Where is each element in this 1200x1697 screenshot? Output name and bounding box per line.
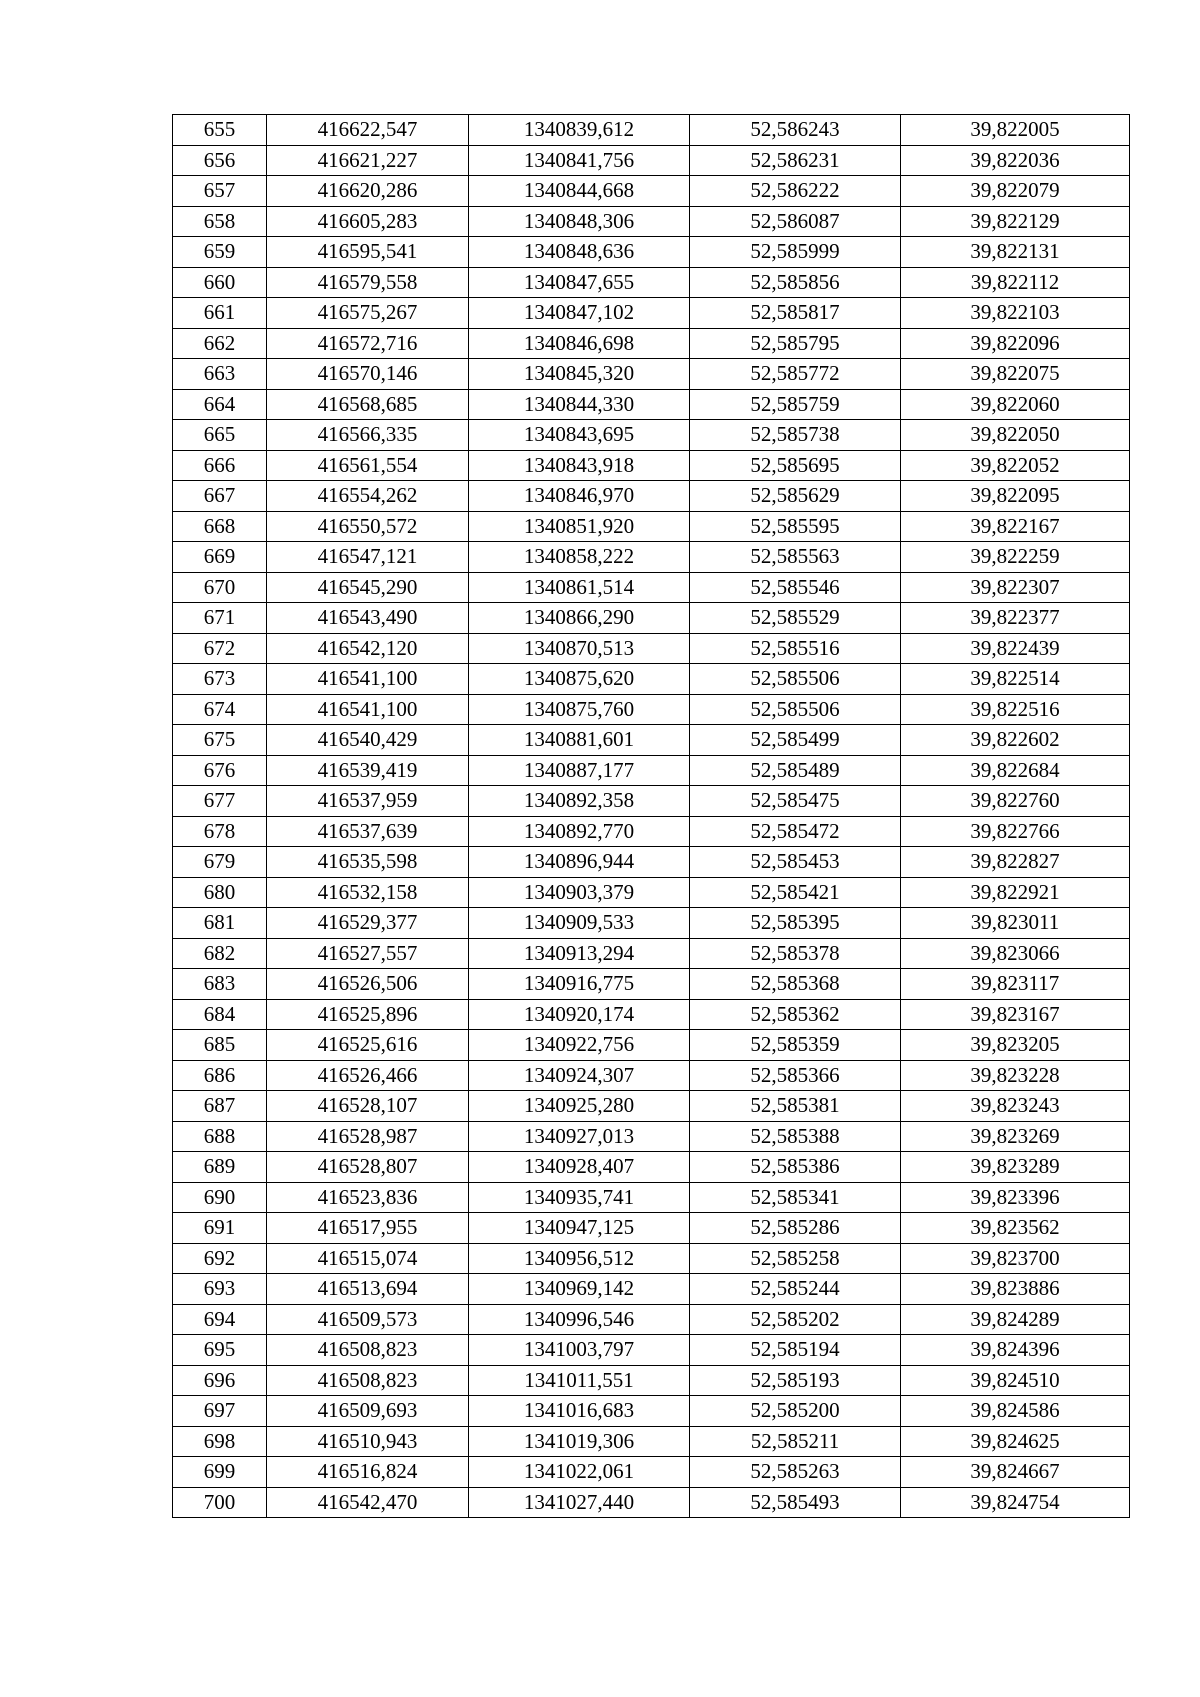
point-number-cell: 676 (173, 755, 267, 786)
y-coordinate-cell: 1340924,307 (469, 1060, 690, 1091)
y-coordinate-cell: 1340928,407 (469, 1152, 690, 1183)
y-coordinate-cell: 1341003,797 (469, 1335, 690, 1366)
table-row (173, 1121, 1130, 1152)
point-number-cell: 664 (173, 389, 267, 420)
y-coordinate-cell: 1340845,320 (469, 359, 690, 390)
table-row (173, 237, 1130, 268)
latitude-cell: 52,585472 (690, 816, 901, 847)
point-number-cell: 682 (173, 938, 267, 969)
longitude-cell: 39,822684 (901, 755, 1130, 786)
x-coordinate-cell: 416525,616 (267, 1030, 469, 1061)
longitude-cell: 39,824667 (901, 1457, 1130, 1488)
latitude-cell: 52,585529 (690, 603, 901, 634)
coordinates-table (172, 114, 1130, 1518)
table-row (173, 542, 1130, 573)
y-coordinate-cell: 1340913,294 (469, 938, 690, 969)
longitude-cell: 39,822060 (901, 389, 1130, 420)
y-coordinate-cell: 1340956,512 (469, 1243, 690, 1274)
longitude-cell: 39,823011 (901, 908, 1130, 939)
longitude-cell: 39,822602 (901, 725, 1130, 756)
x-coordinate-cell: 416528,107 (267, 1091, 469, 1122)
x-coordinate-cell: 416509,693 (267, 1396, 469, 1427)
x-coordinate-cell: 416543,490 (267, 603, 469, 634)
latitude-cell: 52,585595 (690, 511, 901, 542)
table-row (173, 938, 1130, 969)
latitude-cell: 52,585200 (690, 1396, 901, 1427)
longitude-cell: 39,822827 (901, 847, 1130, 878)
latitude-cell: 52,585421 (690, 877, 901, 908)
x-coordinate-cell: 416529,377 (267, 908, 469, 939)
x-coordinate-cell: 416515,074 (267, 1243, 469, 1274)
x-coordinate-cell: 416541,100 (267, 664, 469, 695)
x-coordinate-cell: 416545,290 (267, 572, 469, 603)
longitude-cell: 39,824289 (901, 1304, 1130, 1335)
y-coordinate-cell: 1340903,379 (469, 877, 690, 908)
y-coordinate-cell: 1340909,533 (469, 908, 690, 939)
y-coordinate-cell: 1340969,142 (469, 1274, 690, 1305)
longitude-cell: 39,822079 (901, 176, 1130, 207)
x-coordinate-cell: 416572,716 (267, 328, 469, 359)
longitude-cell: 39,823066 (901, 938, 1130, 969)
y-coordinate-cell: 1340922,756 (469, 1030, 690, 1061)
table-row (173, 664, 1130, 695)
table-row (173, 1304, 1130, 1335)
latitude-cell: 52,585368 (690, 969, 901, 1000)
x-coordinate-cell: 416537,639 (267, 816, 469, 847)
x-coordinate-cell: 416566,335 (267, 420, 469, 451)
point-number-cell: 688 (173, 1121, 267, 1152)
y-coordinate-cell: 1340841,756 (469, 145, 690, 176)
longitude-cell: 39,823269 (901, 1121, 1130, 1152)
longitude-cell: 39,822377 (901, 603, 1130, 634)
longitude-cell: 39,823167 (901, 999, 1130, 1030)
x-coordinate-cell: 416547,121 (267, 542, 469, 573)
x-coordinate-cell: 416509,573 (267, 1304, 469, 1335)
latitude-cell: 52,585202 (690, 1304, 901, 1335)
longitude-cell: 39,822052 (901, 450, 1130, 481)
table-row (173, 877, 1130, 908)
y-coordinate-cell: 1341016,683 (469, 1396, 690, 1427)
table-row (173, 1457, 1130, 1488)
y-coordinate-cell: 1340846,970 (469, 481, 690, 512)
y-coordinate-cell: 1340892,358 (469, 786, 690, 817)
point-number-cell: 660 (173, 267, 267, 298)
point-number-cell: 662 (173, 328, 267, 359)
table-row (173, 1091, 1130, 1122)
table-row (173, 603, 1130, 634)
longitude-cell: 39,824754 (901, 1487, 1130, 1518)
point-number-cell: 678 (173, 816, 267, 847)
latitude-cell: 52,585546 (690, 572, 901, 603)
longitude-cell: 39,822167 (901, 511, 1130, 542)
y-coordinate-cell: 1341027,440 (469, 1487, 690, 1518)
x-coordinate-cell: 416516,824 (267, 1457, 469, 1488)
table-row (173, 847, 1130, 878)
point-number-cell: 685 (173, 1030, 267, 1061)
latitude-cell: 52,585516 (690, 633, 901, 664)
y-coordinate-cell: 1340844,330 (469, 389, 690, 420)
table-row (173, 969, 1130, 1000)
y-coordinate-cell: 1340916,775 (469, 969, 690, 1000)
y-coordinate-cell: 1340892,770 (469, 816, 690, 847)
longitude-cell: 39,824396 (901, 1335, 1130, 1366)
point-number-cell: 667 (173, 481, 267, 512)
y-coordinate-cell: 1340843,695 (469, 420, 690, 451)
point-number-cell: 659 (173, 237, 267, 268)
point-number-cell: 699 (173, 1457, 267, 1488)
y-coordinate-cell: 1340925,280 (469, 1091, 690, 1122)
y-coordinate-cell: 1340887,177 (469, 755, 690, 786)
longitude-cell: 39,823289 (901, 1152, 1130, 1183)
y-coordinate-cell: 1340875,620 (469, 664, 690, 695)
longitude-cell: 39,822112 (901, 267, 1130, 298)
latitude-cell: 52,585378 (690, 938, 901, 969)
table-row (173, 359, 1130, 390)
y-coordinate-cell: 1340851,920 (469, 511, 690, 542)
point-number-cell: 672 (173, 633, 267, 664)
x-coordinate-cell: 416542,470 (267, 1487, 469, 1518)
y-coordinate-cell: 1340866,290 (469, 603, 690, 634)
latitude-cell: 52,585856 (690, 267, 901, 298)
x-coordinate-cell: 416539,419 (267, 755, 469, 786)
x-coordinate-cell: 416550,572 (267, 511, 469, 542)
y-coordinate-cell: 1340896,944 (469, 847, 690, 878)
latitude-cell: 52,586087 (690, 206, 901, 237)
point-number-cell: 680 (173, 877, 267, 908)
point-number-cell: 657 (173, 176, 267, 207)
point-number-cell: 679 (173, 847, 267, 878)
latitude-cell: 52,585258 (690, 1243, 901, 1274)
latitude-cell: 52,585695 (690, 450, 901, 481)
longitude-cell: 39,822075 (901, 359, 1130, 390)
table-row (173, 481, 1130, 512)
table-row (173, 786, 1130, 817)
point-number-cell: 674 (173, 694, 267, 725)
point-number-cell: 670 (173, 572, 267, 603)
table-row (173, 1243, 1130, 1274)
y-coordinate-cell: 1340843,918 (469, 450, 690, 481)
coordinates-table-body (173, 115, 1130, 1518)
latitude-cell: 52,585489 (690, 755, 901, 786)
y-coordinate-cell: 1341019,306 (469, 1426, 690, 1457)
table-row (173, 389, 1130, 420)
x-coordinate-cell: 416528,807 (267, 1152, 469, 1183)
x-coordinate-cell: 416525,896 (267, 999, 469, 1030)
latitude-cell: 52,585244 (690, 1274, 901, 1305)
table-row (173, 1060, 1130, 1091)
latitude-cell: 52,585341 (690, 1182, 901, 1213)
x-coordinate-cell: 416540,429 (267, 725, 469, 756)
longitude-cell: 39,823243 (901, 1091, 1130, 1122)
latitude-cell: 52,585386 (690, 1152, 901, 1183)
longitude-cell: 39,823562 (901, 1213, 1130, 1244)
x-coordinate-cell: 416528,987 (267, 1121, 469, 1152)
latitude-cell: 52,585194 (690, 1335, 901, 1366)
latitude-cell: 52,585388 (690, 1121, 901, 1152)
x-coordinate-cell: 416527,557 (267, 938, 469, 969)
table-row (173, 176, 1130, 207)
y-coordinate-cell: 1340947,125 (469, 1213, 690, 1244)
y-coordinate-cell: 1340861,514 (469, 572, 690, 603)
longitude-cell: 39,822131 (901, 237, 1130, 268)
latitude-cell: 52,585817 (690, 298, 901, 329)
point-number-cell: 658 (173, 206, 267, 237)
x-coordinate-cell: 416554,262 (267, 481, 469, 512)
latitude-cell: 52,585381 (690, 1091, 901, 1122)
latitude-cell: 52,585738 (690, 420, 901, 451)
x-coordinate-cell: 416621,227 (267, 145, 469, 176)
point-number-cell: 669 (173, 542, 267, 573)
x-coordinate-cell: 416605,283 (267, 206, 469, 237)
point-number-cell: 668 (173, 511, 267, 542)
table-row (173, 450, 1130, 481)
x-coordinate-cell: 416570,146 (267, 359, 469, 390)
point-number-cell: 686 (173, 1060, 267, 1091)
x-coordinate-cell: 416508,823 (267, 1365, 469, 1396)
table-row (173, 694, 1130, 725)
longitude-cell: 39,822516 (901, 694, 1130, 725)
table-row (173, 1182, 1130, 1213)
latitude-cell: 52,586231 (690, 145, 901, 176)
longitude-cell: 39,822760 (901, 786, 1130, 817)
longitude-cell: 39,823886 (901, 1274, 1130, 1305)
x-coordinate-cell: 416620,286 (267, 176, 469, 207)
longitude-cell: 39,822005 (901, 115, 1130, 146)
point-number-cell: 698 (173, 1426, 267, 1457)
longitude-cell: 39,822766 (901, 816, 1130, 847)
y-coordinate-cell: 1340881,601 (469, 725, 690, 756)
table-row (173, 1487, 1130, 1518)
y-coordinate-cell: 1340935,741 (469, 1182, 690, 1213)
y-coordinate-cell: 1340847,655 (469, 267, 690, 298)
latitude-cell: 52,585395 (690, 908, 901, 939)
x-coordinate-cell: 416517,955 (267, 1213, 469, 1244)
x-coordinate-cell: 416568,685 (267, 389, 469, 420)
point-number-cell: 681 (173, 908, 267, 939)
table-row (173, 633, 1130, 664)
table-row (173, 1274, 1130, 1305)
table-row (173, 999, 1130, 1030)
y-coordinate-cell: 1340848,306 (469, 206, 690, 237)
y-coordinate-cell: 1340846,698 (469, 328, 690, 359)
x-coordinate-cell: 416523,836 (267, 1182, 469, 1213)
y-coordinate-cell: 1341022,061 (469, 1457, 690, 1488)
point-number-cell: 666 (173, 450, 267, 481)
longitude-cell: 39,823700 (901, 1243, 1130, 1274)
latitude-cell: 52,585563 (690, 542, 901, 573)
point-number-cell: 692 (173, 1243, 267, 1274)
point-number-cell: 655 (173, 115, 267, 146)
latitude-cell: 52,585795 (690, 328, 901, 359)
point-number-cell: 693 (173, 1274, 267, 1305)
point-number-cell: 694 (173, 1304, 267, 1335)
table-row (173, 1426, 1130, 1457)
latitude-cell: 52,585506 (690, 694, 901, 725)
point-number-cell: 663 (173, 359, 267, 390)
table-row (173, 1213, 1130, 1244)
point-number-cell: 684 (173, 999, 267, 1030)
table-row (173, 328, 1130, 359)
x-coordinate-cell: 416595,541 (267, 237, 469, 268)
longitude-cell: 39,823117 (901, 969, 1130, 1000)
longitude-cell: 39,824625 (901, 1426, 1130, 1457)
x-coordinate-cell: 416542,120 (267, 633, 469, 664)
x-coordinate-cell: 416510,943 (267, 1426, 469, 1457)
y-coordinate-cell: 1340858,222 (469, 542, 690, 573)
x-coordinate-cell: 416541,100 (267, 694, 469, 725)
longitude-cell: 39,822096 (901, 328, 1130, 359)
latitude-cell: 52,586243 (690, 115, 901, 146)
longitude-cell: 39,823205 (901, 1030, 1130, 1061)
longitude-cell: 39,822095 (901, 481, 1130, 512)
longitude-cell: 39,822307 (901, 572, 1130, 603)
point-number-cell: 656 (173, 145, 267, 176)
point-number-cell: 671 (173, 603, 267, 634)
point-number-cell: 696 (173, 1365, 267, 1396)
x-coordinate-cell: 416537,959 (267, 786, 469, 817)
y-coordinate-cell: 1340839,612 (469, 115, 690, 146)
longitude-cell: 39,822514 (901, 664, 1130, 695)
latitude-cell: 52,585359 (690, 1030, 901, 1061)
table-row (173, 115, 1130, 146)
point-number-cell: 675 (173, 725, 267, 756)
point-number-cell: 661 (173, 298, 267, 329)
latitude-cell: 52,586222 (690, 176, 901, 207)
x-coordinate-cell: 416622,547 (267, 115, 469, 146)
table-row (173, 816, 1130, 847)
latitude-cell: 52,585629 (690, 481, 901, 512)
table-row (173, 572, 1130, 603)
point-number-cell: 691 (173, 1213, 267, 1244)
latitude-cell: 52,585506 (690, 664, 901, 695)
x-coordinate-cell: 416513,694 (267, 1274, 469, 1305)
longitude-cell: 39,822259 (901, 542, 1130, 573)
x-coordinate-cell: 416532,158 (267, 877, 469, 908)
point-number-cell: 695 (173, 1335, 267, 1366)
latitude-cell: 52,585759 (690, 389, 901, 420)
table-row (173, 1152, 1130, 1183)
y-coordinate-cell: 1341011,551 (469, 1365, 690, 1396)
point-number-cell: 687 (173, 1091, 267, 1122)
point-number-cell: 665 (173, 420, 267, 451)
y-coordinate-cell: 1340875,760 (469, 694, 690, 725)
table-row (173, 298, 1130, 329)
longitude-cell: 39,822036 (901, 145, 1130, 176)
y-coordinate-cell: 1340844,668 (469, 176, 690, 207)
x-coordinate-cell: 416508,823 (267, 1335, 469, 1366)
latitude-cell: 52,585366 (690, 1060, 901, 1091)
table-row (173, 206, 1130, 237)
x-coordinate-cell: 416526,466 (267, 1060, 469, 1091)
longitude-cell: 39,824586 (901, 1396, 1130, 1427)
table-row (173, 755, 1130, 786)
point-number-cell: 690 (173, 1182, 267, 1213)
table-row (173, 908, 1130, 939)
table-row (173, 725, 1130, 756)
x-coordinate-cell: 416561,554 (267, 450, 469, 481)
table-row (173, 1030, 1130, 1061)
y-coordinate-cell: 1340996,546 (469, 1304, 690, 1335)
latitude-cell: 52,585286 (690, 1213, 901, 1244)
point-number-cell: 683 (173, 969, 267, 1000)
table-row (173, 420, 1130, 451)
table-row (173, 1335, 1130, 1366)
longitude-cell: 39,822129 (901, 206, 1130, 237)
table-row (173, 145, 1130, 176)
x-coordinate-cell: 416535,598 (267, 847, 469, 878)
longitude-cell: 39,822103 (901, 298, 1130, 329)
point-number-cell: 697 (173, 1396, 267, 1427)
latitude-cell: 52,585453 (690, 847, 901, 878)
longitude-cell: 39,822050 (901, 420, 1130, 451)
latitude-cell: 52,585772 (690, 359, 901, 390)
table-row (173, 267, 1130, 298)
y-coordinate-cell: 1340847,102 (469, 298, 690, 329)
latitude-cell: 52,585475 (690, 786, 901, 817)
longitude-cell: 39,824510 (901, 1365, 1130, 1396)
longitude-cell: 39,822921 (901, 877, 1130, 908)
y-coordinate-cell: 1340920,174 (469, 999, 690, 1030)
latitude-cell: 52,585211 (690, 1426, 901, 1457)
latitude-cell: 52,585493 (690, 1487, 901, 1518)
point-number-cell: 700 (173, 1487, 267, 1518)
table-row (173, 1365, 1130, 1396)
point-number-cell: 677 (173, 786, 267, 817)
x-coordinate-cell: 416575,267 (267, 298, 469, 329)
latitude-cell: 52,585362 (690, 999, 901, 1030)
longitude-cell: 39,823396 (901, 1182, 1130, 1213)
point-number-cell: 673 (173, 664, 267, 695)
longitude-cell: 39,823228 (901, 1060, 1130, 1091)
latitude-cell: 52,585499 (690, 725, 901, 756)
table-row (173, 1396, 1130, 1427)
latitude-cell: 52,585193 (690, 1365, 901, 1396)
y-coordinate-cell: 1340870,513 (469, 633, 690, 664)
latitude-cell: 52,585999 (690, 237, 901, 268)
y-coordinate-cell: 1340927,013 (469, 1121, 690, 1152)
table-row (173, 511, 1130, 542)
y-coordinate-cell: 1340848,636 (469, 237, 690, 268)
longitude-cell: 39,822439 (901, 633, 1130, 664)
latitude-cell: 52,585263 (690, 1457, 901, 1488)
x-coordinate-cell: 416526,506 (267, 969, 469, 1000)
point-number-cell: 689 (173, 1152, 267, 1183)
x-coordinate-cell: 416579,558 (267, 267, 469, 298)
